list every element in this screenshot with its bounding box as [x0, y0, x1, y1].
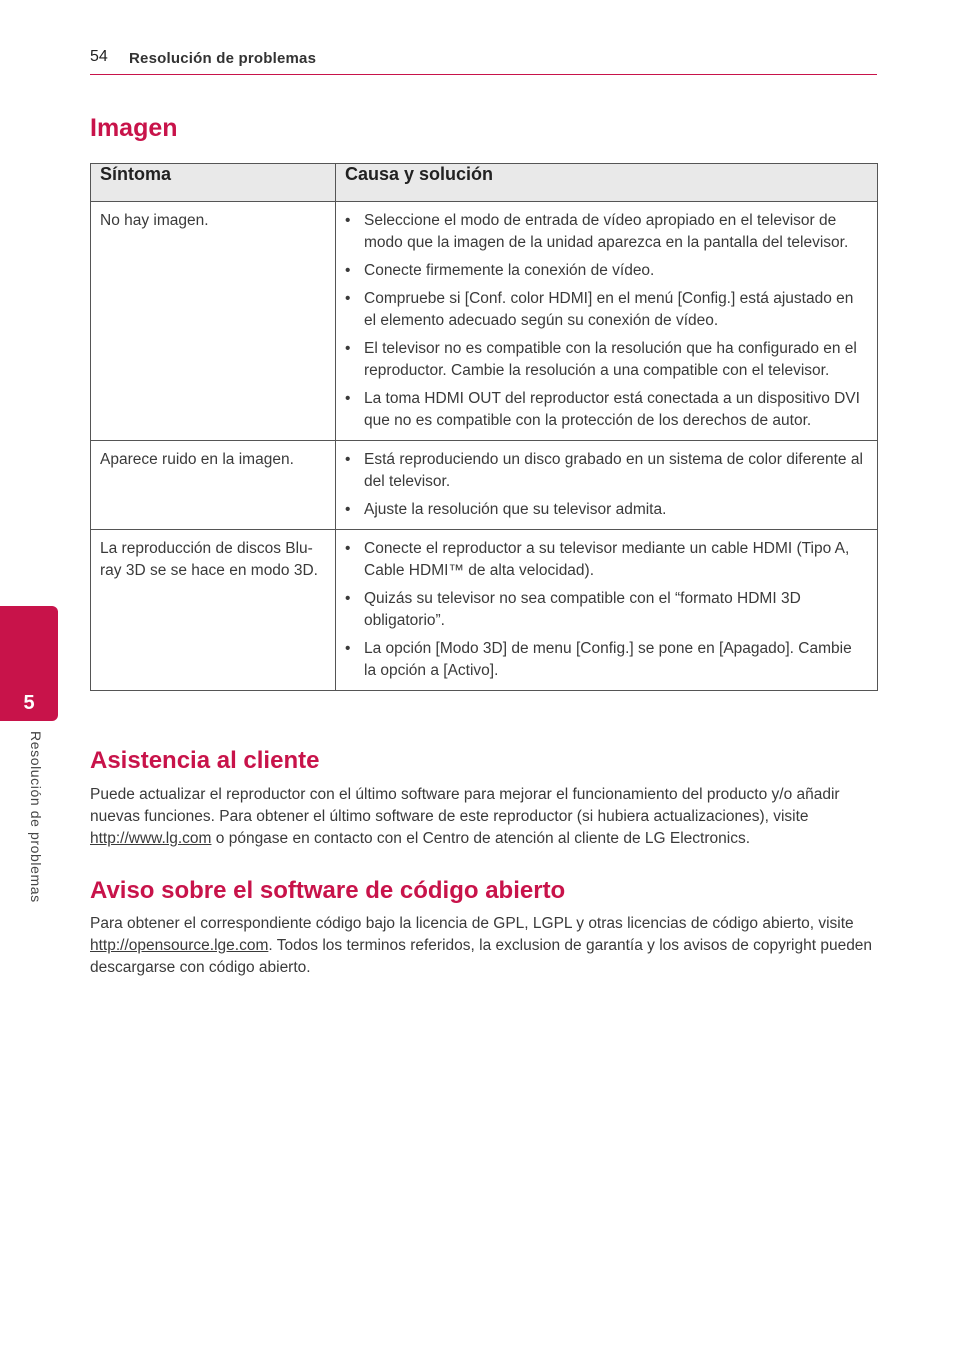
symptom-cell: No hay imagen. — [91, 202, 336, 441]
cause-text: Compruebe si [Conf. color HDMI] en el menú [Config.] está ajustado en el elemento adecuado según su conexión de vídeo. — [364, 290, 854, 329]
chapter-tab — [0, 606, 58, 721]
cause-cell — [336, 202, 878, 441]
bullet-icon: • — [345, 640, 351, 657]
aviso-paragraph — [90, 913, 878, 979]
page-number: 54 — [90, 48, 108, 65]
opensource-link[interactable]: http://opensource.lge.com — [90, 937, 269, 954]
chapter-label: Resolución de problemas — [28, 731, 44, 903]
table-row — [91, 202, 878, 441]
cause-text: Quizás su televisor no sea compatible con el “formato HDMI 3D obligatorio”. — [364, 590, 801, 629]
list-item — [345, 388, 868, 432]
cause-cell — [336, 530, 878, 691]
cause-text: La toma HDMI OUT del reproductor está conectada a un dispositivo DVI que no es compatible con la protección de los derechos de autor. — [364, 390, 860, 429]
cause-list — [345, 449, 868, 521]
cause-text: Seleccione el modo de entrada de vídeo apropiado en el televisor de modo que la imagen de la unidad aparezca en la pantalla del televisor. — [364, 212, 849, 251]
cause-text: Ajuste la resolución que su televisor admita. — [364, 501, 667, 518]
bullet-icon: • — [345, 590, 351, 607]
cause-list — [345, 210, 868, 432]
list-item — [345, 588, 868, 632]
table-row — [91, 530, 878, 691]
bullet-icon: • — [345, 501, 351, 518]
table-header-row — [91, 164, 878, 202]
bullet-icon: • — [345, 540, 351, 557]
paragraph-text: o póngase en contacto con el Centro de atención al cliente de LG Electronics. — [211, 830, 751, 847]
cause-text: Conecte el reproductor a su televisor mediante un cable HDMI (Tipo A, Cable HDMI™ de alta velocidad). — [364, 540, 850, 579]
paragraph-text: Para obtener el correspondiente código bajo la licencia de GPL, LGPL y otras licencias de código abierto, visite — [90, 915, 854, 932]
table-row — [91, 441, 878, 530]
list-item — [345, 499, 868, 521]
list-item — [345, 538, 868, 582]
running-title: Resolución de problemas — [129, 50, 317, 67]
list-item — [345, 210, 868, 254]
bullet-icon: • — [345, 290, 351, 307]
lg-website-link[interactable]: http://www.lg.com — [90, 830, 212, 847]
cause-text: La opción [Modo 3D] de menu [Config.] se pone en [Apagado]. Cambie la opción a [Activo]. — [364, 640, 852, 679]
bullet-icon: • — [345, 340, 351, 357]
section-title-imagen: Imagen — [90, 114, 178, 142]
chapter-number: 5 — [23, 692, 35, 714]
list-item — [345, 260, 868, 282]
paragraph-text: . Todos los terminos referidos, la exclusion de garantía y los avisos de copyright pueden descargarse con código abierto. — [90, 937, 873, 976]
cause-list — [345, 538, 868, 682]
bullet-icon: • — [345, 262, 351, 279]
symptom-cell: Aparece ruido en la imagen. — [91, 441, 336, 530]
bullet-icon: • — [345, 212, 351, 229]
paragraph-text: Puede actualizar el reproductor con el último software para mejorar el funcionamiento del producto y/o añadir nuevas funciones. Para obtener el último software de este reproductor (si hubiera actualizaciones), visite — [90, 786, 840, 825]
section-title-asistencia: Asistencia al cliente — [90, 747, 320, 774]
cause-text: Conecte firmemente la conexión de vídeo. — [364, 262, 655, 279]
list-item — [345, 449, 868, 493]
list-item — [345, 338, 868, 382]
cause-cell — [336, 441, 878, 530]
list-item — [345, 638, 868, 682]
bullet-icon: • — [345, 451, 351, 468]
list-item — [345, 288, 868, 332]
troubleshooting-table — [90, 163, 878, 691]
cause-text: Está reproduciendo un disco grabado en un sistema de color diferente al del televisor. — [364, 451, 863, 490]
column-header-cause: Causa y solución — [336, 164, 878, 202]
bullet-icon: • — [345, 390, 351, 407]
cause-text: El televisor no es compatible con la resolución que ha configurado en el reproductor. Cambie la resolución a una compatible con el televisor. — [364, 340, 857, 379]
section-title-aviso: Aviso sobre el software de código abierto — [90, 877, 566, 904]
symptom-cell: La reproducción de discos Blu-ray 3D se se hace en modo 3D. — [91, 530, 336, 691]
page-header — [90, 48, 877, 75]
asistencia-paragraph — [90, 784, 878, 850]
column-header-symptom: Síntoma — [91, 164, 336, 202]
